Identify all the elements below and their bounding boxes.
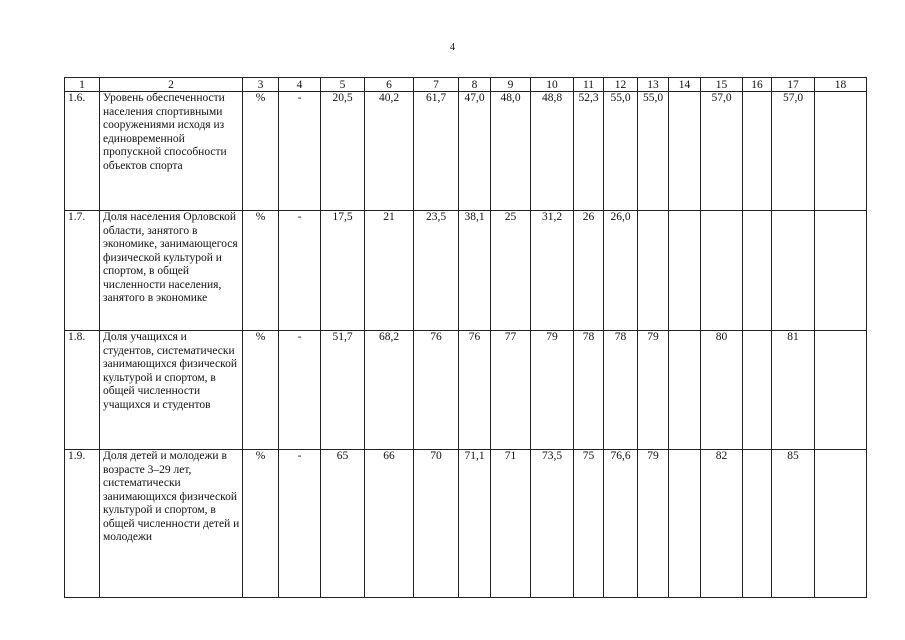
value-cell xyxy=(669,92,701,211)
value-cell: 68,2 xyxy=(365,331,414,450)
value-cell xyxy=(815,211,867,331)
base-cell: - xyxy=(279,450,321,598)
row-number: 1.7. xyxy=(65,211,100,331)
indicators-table xyxy=(64,77,867,598)
value-cell xyxy=(638,211,669,331)
value-cell: 71 xyxy=(491,450,531,598)
value-cell: 57,0 xyxy=(772,92,815,211)
value-cell xyxy=(815,450,867,598)
row-number: 1.9. xyxy=(65,450,100,598)
column-header: 1 xyxy=(65,78,100,92)
value-cell: 82 xyxy=(701,450,743,598)
row-number: 1.6. xyxy=(65,92,100,211)
column-header: 5 xyxy=(321,78,365,92)
indicator-name: Доля учащихся и студентов, систематически занимающихся физической культурой и спортом, в общей численности учащихся и студентов xyxy=(100,331,243,450)
column-header: 13 xyxy=(638,78,669,92)
table-row xyxy=(65,92,867,211)
value-cell: 57,0 xyxy=(701,92,743,211)
unit-cell: % xyxy=(243,331,279,450)
indicator-name: Уровень обеспеченности населения спортивными сооружениями исходя из единовременной пропускной способности объектов спорта xyxy=(100,92,243,211)
value-cell xyxy=(743,331,772,450)
value-cell: 55,0 xyxy=(638,92,669,211)
value-cell xyxy=(815,331,867,450)
value-cell: 55,0 xyxy=(604,92,638,211)
value-cell: 38,1 xyxy=(459,211,491,331)
base-cell: - xyxy=(279,211,321,331)
column-header: 17 xyxy=(772,78,815,92)
value-cell: 17,5 xyxy=(321,211,365,331)
row-number: 1.8. xyxy=(65,331,100,450)
value-cell: 79 xyxy=(531,331,574,450)
value-cell: 47,0 xyxy=(459,92,491,211)
value-cell xyxy=(743,211,772,331)
value-cell: 75 xyxy=(574,450,604,598)
column-header: 16 xyxy=(743,78,772,92)
value-cell: 48,8 xyxy=(531,92,574,211)
column-header: 10 xyxy=(531,78,574,92)
column-header: 15 xyxy=(701,78,743,92)
value-cell xyxy=(669,331,701,450)
value-cell: 51,7 xyxy=(321,331,365,450)
value-cell xyxy=(743,92,772,211)
value-cell: 78 xyxy=(574,331,604,450)
value-cell xyxy=(701,211,743,331)
value-cell: 25 xyxy=(491,211,531,331)
base-cell: - xyxy=(279,92,321,211)
value-cell xyxy=(743,450,772,598)
value-cell: 40,2 xyxy=(365,92,414,211)
base-cell: - xyxy=(279,331,321,450)
value-cell: 76,6 xyxy=(604,450,638,598)
indicator-name: Доля детей и молодежи в возрасте 3–29 лет, систематически занимающихся физической культурой и спортом, в общей численности детей и молодежи xyxy=(100,450,243,598)
unit-cell: % xyxy=(243,211,279,331)
column-header: 18 xyxy=(815,78,867,92)
table-row xyxy=(65,211,867,331)
value-cell: 73,5 xyxy=(531,450,574,598)
table-row xyxy=(65,450,867,598)
header-row xyxy=(65,78,867,92)
value-cell: 66 xyxy=(365,450,414,598)
table-row xyxy=(65,331,867,450)
value-cell: 23,5 xyxy=(414,211,459,331)
unit-cell: % xyxy=(243,450,279,598)
column-header: 9 xyxy=(491,78,531,92)
value-cell xyxy=(669,211,701,331)
value-cell: 21 xyxy=(365,211,414,331)
column-header: 8 xyxy=(459,78,491,92)
value-cell: 81 xyxy=(772,331,815,450)
value-cell: 48,0 xyxy=(491,92,531,211)
column-header: 4 xyxy=(279,78,321,92)
value-cell: 78 xyxy=(604,331,638,450)
value-cell: 71,1 xyxy=(459,450,491,598)
value-cell: 65 xyxy=(321,450,365,598)
value-cell: 76 xyxy=(459,331,491,450)
value-cell xyxy=(669,450,701,598)
value-cell: 20,5 xyxy=(321,92,365,211)
value-cell xyxy=(772,211,815,331)
value-cell: 52,3 xyxy=(574,92,604,211)
value-cell: 76 xyxy=(414,331,459,450)
column-header: 14 xyxy=(669,78,701,92)
value-cell: 61,7 xyxy=(414,92,459,211)
value-cell: 80 xyxy=(701,331,743,450)
page-number: 4 xyxy=(450,42,455,53)
value-cell: 70 xyxy=(414,450,459,598)
value-cell: 79 xyxy=(638,331,669,450)
column-header: 6 xyxy=(365,78,414,92)
value-cell: 26,0 xyxy=(604,211,638,331)
value-cell: 77 xyxy=(491,331,531,450)
column-header: 7 xyxy=(414,78,459,92)
value-cell: 79 xyxy=(638,450,669,598)
column-header: 12 xyxy=(604,78,638,92)
column-header: 11 xyxy=(574,78,604,92)
column-header: 2 xyxy=(100,78,243,92)
indicator-name: Доля населения Орловской области, занятого в экономике, занимающегося физической культурой и спортом, в общей численности населения, занятого в экономике xyxy=(100,211,243,331)
value-cell xyxy=(815,92,867,211)
unit-cell: % xyxy=(243,92,279,211)
column-header: 3 xyxy=(243,78,279,92)
value-cell: 26 xyxy=(574,211,604,331)
value-cell: 85 xyxy=(772,450,815,598)
value-cell: 31,2 xyxy=(531,211,574,331)
